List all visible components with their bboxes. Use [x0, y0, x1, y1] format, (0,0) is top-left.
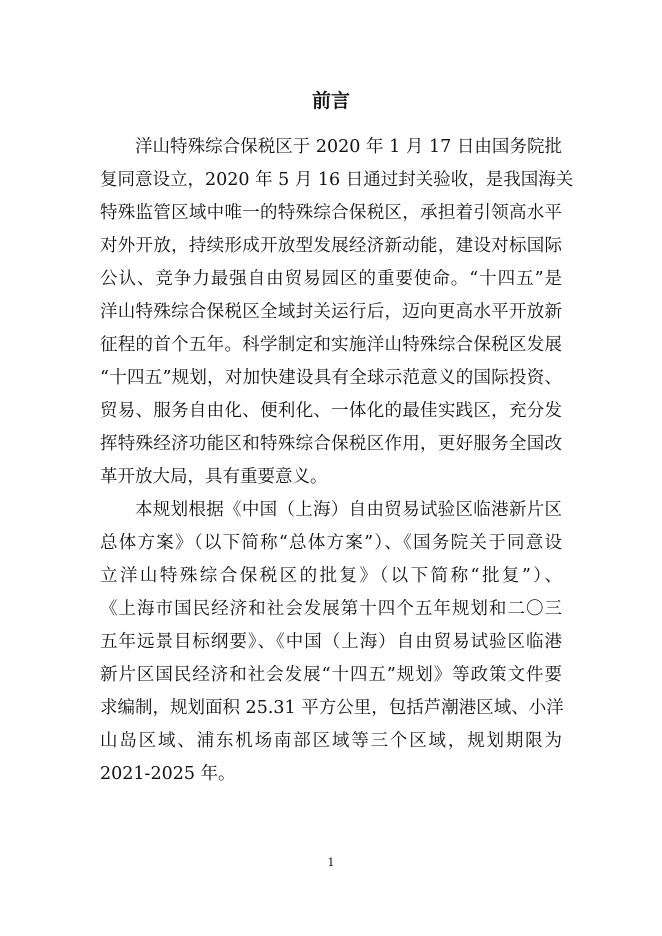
- paragraph-line: 五年远景目标纲要》、《中国（上海）自由贸易试验区临港: [100, 632, 562, 652]
- paragraph-line: 新片区国民经济和社会发展“十四五”规划》等政策文件要: [100, 665, 562, 685]
- paragraph-line: 求编制，规划面积 25.31 平方公里，包括芦潮港区域、小洋: [100, 698, 564, 718]
- paragraph-line: 复同意设立，2020 年 5 月 16 日通过封关验收，是我国海关: [100, 170, 574, 190]
- page-number: 1: [327, 856, 335, 869]
- paragraph-line: 立洋山特殊综合保税区的批复》（以下简称“批复”）、: [100, 566, 562, 586]
- paragraph-line: 《上海市国民经济和社会发展第十四个五年规划和二〇三: [100, 599, 562, 619]
- paragraph-line: 2021-2025 年。: [100, 764, 236, 784]
- page-title: 前言: [311, 90, 350, 112]
- paragraph-line: 特殊监管区域中唯一的特殊综合保税区，承担着引领高水平: [100, 203, 562, 223]
- paragraph-line: “十四五”规划，对加快建设具有全球示范意义的国际投资、: [100, 368, 562, 388]
- paragraph-line: 征程的首个五年。科学制定和实施洋山特殊综合保税区发展: [100, 335, 562, 355]
- paragraph-line: 对外开放，持续形成开放型发展经济新动能，建设对标国际: [100, 236, 562, 256]
- body-text: [100, 131, 574, 791]
- paragraph-line: 总体方案》（以下简称“总体方案”）、《国务院关于同意设: [100, 533, 562, 553]
- paragraph-line: 挥特殊经济功能区和特殊综合保税区作用，更好服务全国改: [100, 434, 562, 454]
- paragraph-line: 洋山特殊综合保税区于 2020 年 1 月 17 日由国务院批: [135, 137, 562, 157]
- paragraph-line: 山岛区域、浦东机场南部区域等三个区域，规划期限为: [100, 731, 562, 751]
- paragraph-line: 革开放大局，具有重要意义。: [100, 467, 328, 487]
- paragraph-line: 贸易、服务自由化、便利化、一体化的最佳实践区，充分发: [100, 401, 562, 421]
- paragraph-line: 本规划根据《中国（上海）自由贸易试验区临港新片区: [135, 500, 562, 520]
- paragraph-line: 洋山特殊综合保税区全域封关运行后，迈向更高水平开放新: [100, 302, 562, 322]
- paragraph-line: 公认、竞争力最强自由贸易园区的重要使命。“十四五”是: [100, 269, 562, 289]
